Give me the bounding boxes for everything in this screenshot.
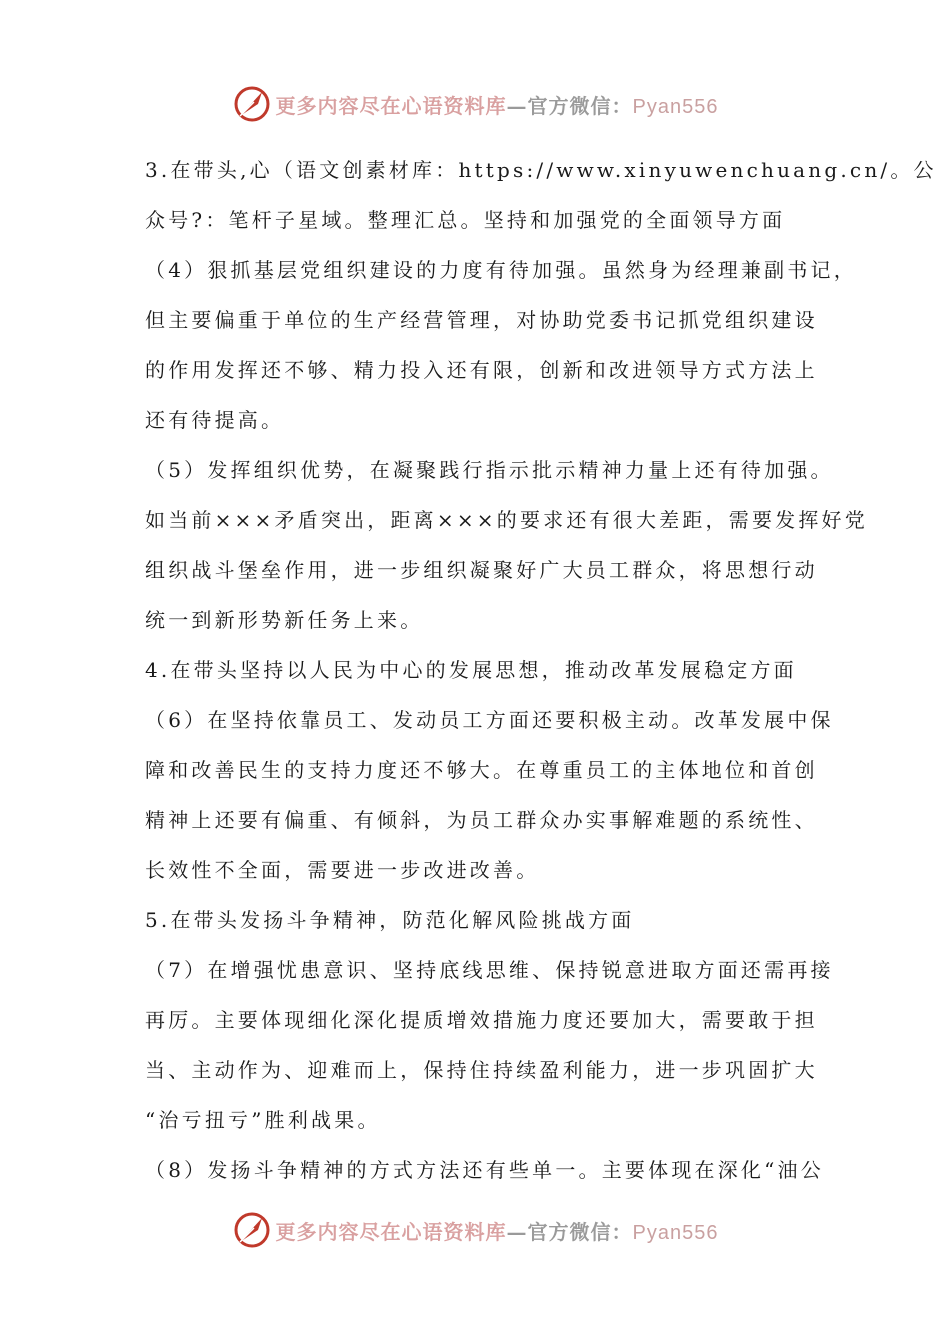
text-line: 长效性不全面，需要进一步改进改善。 (145, 858, 540, 882)
text-line: 统一到新形势新任务上来。 (145, 608, 424, 632)
text-line: 如当前×××矛盾突出，距离×××的要求还有很大差距，需要发挥好党 (145, 508, 868, 532)
text-line: 众号?：笔杆子星域。整理汇总。坚持和加强党的全面领导方面 (145, 208, 786, 232)
watermark-wechat-label: —官方微信： (506, 93, 633, 118)
text-line: 当、主动作为、迎难而上，保持住持续盈利能力，进一步巩固扩大 (145, 1058, 818, 1082)
text-line: 再厉。主要体现细化深化提质增效措施力度还要加大，需要敢于担 (145, 1008, 818, 1032)
text-line: “治亏扭亏”胜利战果。 (145, 1108, 381, 1132)
text-line: 精神上还要有偏重、有倾斜，为员工群众办实事解难题的系统性、 (145, 808, 818, 832)
text-line: 的作用发挥还不够、精力投入还有限，创新和改进领导方式方法上 (145, 358, 818, 382)
watermark-title: 更多内容尽在心语资料库 (275, 93, 507, 118)
text-line: （6）在坚持依靠员工、发动员工方面还要积极主动。改革发展中保 (145, 708, 834, 732)
watermark-text (276, 90, 719, 119)
quill-logo-icon (232, 84, 272, 124)
footer-watermark-banner (0, 1208, 950, 1252)
text-line: （4）狠抓基层党组织建设的力度有待加强。虽然身为经理兼副书记， (145, 258, 857, 282)
text-line: 障和改善民生的支持力度还不够大。在尊重员工的主体地位和首创 (145, 758, 818, 782)
watermark-text (276, 1216, 719, 1245)
watermark-wechat-id: Pyan556 (632, 1221, 719, 1244)
text-line: 3.在带头,心（语文创素材库：https://www.xinyuwenchuang.cn/。公 (145, 158, 937, 182)
text-line: 但主要偏重于单位的生产经营管理，对协助党委书记抓党组织建设 (145, 308, 818, 332)
text-line: （5）发挥组织优势，在凝聚践行指示批示精神力量上还有待加强。 (145, 458, 834, 482)
watermark-wechat-label: —官方微信： (506, 1219, 633, 1244)
quill-logo-icon (232, 1210, 272, 1250)
watermark-wechat-id: Pyan556 (632, 95, 719, 118)
section-heading: 5.在带头发扬斗争精神，防范化解风险挑战方面 (145, 908, 635, 932)
watermark-title: 更多内容尽在心语资料库 (275, 1219, 507, 1244)
text-line: 还有待提高。 (145, 408, 285, 432)
section-heading: 4.在带头坚持以人民为中心的发展思想，推动改革发展稳定方面 (145, 658, 797, 682)
text-line: 组织战斗堡垒作用，进一步组织凝聚好广大员工群众，将思想行动 (145, 558, 818, 582)
header-watermark-banner (0, 82, 950, 126)
text-line: （8）发扬斗争精神的方式方法还有些单一。主要体现在深化“油公 (145, 1158, 824, 1182)
text-line: （7）在增强忧患意识、坚持底线思维、保持锐意进取方面还需再接 (145, 958, 834, 982)
document-body (145, 148, 937, 1198)
